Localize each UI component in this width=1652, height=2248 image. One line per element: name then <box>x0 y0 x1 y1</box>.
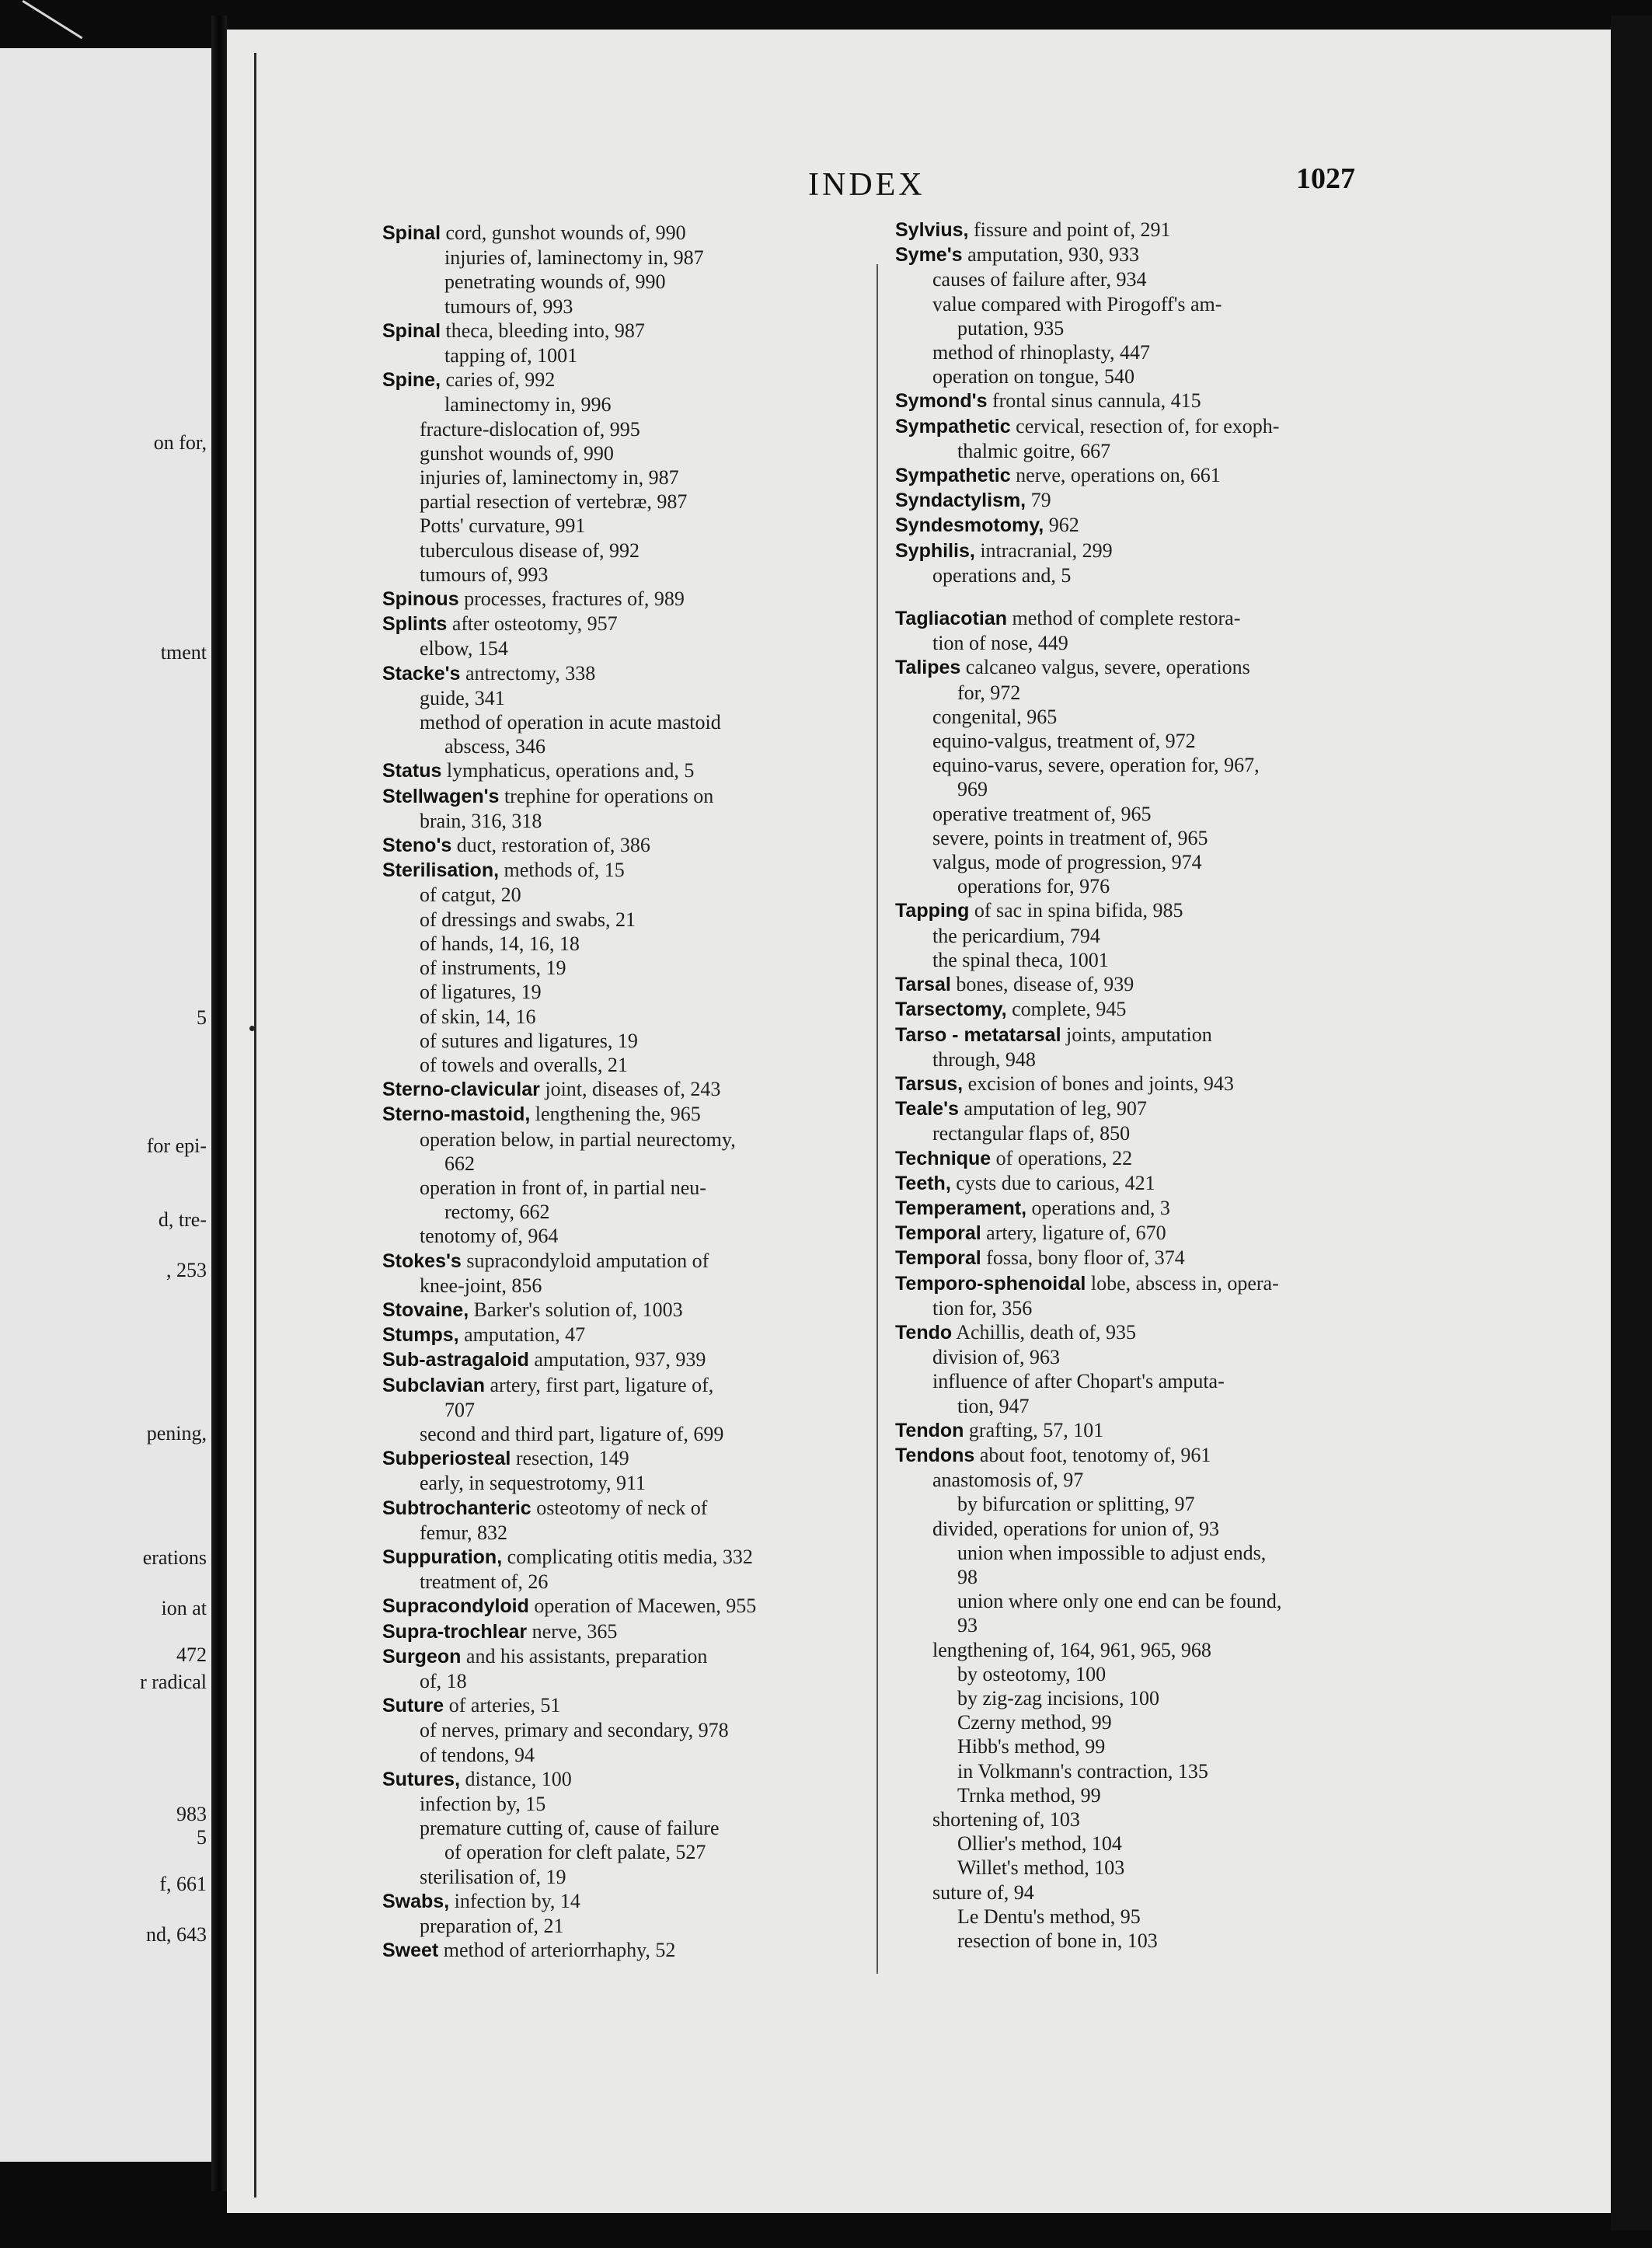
index-continuation: operations for, 976 <box>957 875 1110 898</box>
index-entry <box>895 488 1408 513</box>
index-subentry: equino-valgus, treatment of, 972 <box>932 730 1196 753</box>
section-gap <box>895 587 1408 606</box>
index-entry <box>895 1096 1408 1121</box>
index-entry-text: 962 <box>1044 514 1079 537</box>
index-entry-text: after osteotomy, 957 <box>447 612 618 636</box>
index-entry-text: lymphaticus, operations and, 5 <box>441 759 695 782</box>
index-subentry: infection by, 15 <box>420 1793 546 1815</box>
index-heading: Sub-astragaloid <box>382 1349 529 1371</box>
index-subentry: of ligatures, 19 <box>420 981 542 1004</box>
index-subentry: operative treatment of, 965 <box>932 802 1152 825</box>
index-entry <box>382 368 895 392</box>
index-continuation: by osteotomy, 100 <box>957 1662 1107 1685</box>
index-continuation: in Volkmann's contraction, 135 <box>957 1759 1208 1783</box>
index-entry-text: caries of, 992 <box>441 368 556 392</box>
index-entry <box>382 1938 895 1963</box>
index-continuation: 98 <box>957 1565 978 1588</box>
index-subentry: of catgut, 20 <box>420 884 521 907</box>
index-entry <box>895 606 1408 631</box>
index-heading: Tagliacotian <box>895 608 1008 630</box>
index-entry <box>895 1196 1408 1221</box>
book-gutter <box>211 16 227 2191</box>
index-entry <box>382 1619 895 1644</box>
index-heading: Teeth, <box>895 1172 951 1194</box>
index-continuation: rectomy, 662 <box>444 1201 550 1224</box>
index-subentry: early, in sequestrotomy, 911 <box>420 1472 646 1495</box>
index-subentry: injuries of, laminectomy in, 987 <box>420 466 679 490</box>
index-subentry: anastomosis of, 97 <box>932 1469 1084 1492</box>
index-subentry: tumours of, 993 <box>420 563 549 586</box>
index-entry-text: supracondyloid amputation of <box>461 1249 709 1272</box>
index-entry-text: amputation, 930, 933 <box>962 243 1140 267</box>
index-heading: Syndactylism, <box>895 490 1026 512</box>
index-heading: Stacke's <box>382 662 461 685</box>
index-continuation: 662 <box>444 1152 475 1175</box>
index-subentry: second and third part, ligature of, 699 <box>420 1422 724 1445</box>
index-subentry: guide, 341 <box>420 686 505 709</box>
index-entry <box>895 1246 1408 1270</box>
index-entry <box>382 1545 895 1570</box>
index-entry-text: amputation, 47 <box>458 1323 586 1347</box>
index-subentry: valgus, mode of progression, 974 <box>932 851 1202 874</box>
index-heading: Tapping <box>895 900 970 922</box>
index-entry-text: complete, 945 <box>1006 998 1127 1021</box>
index-subentry: causes of failure after, 934 <box>932 268 1147 291</box>
index-entry-text: nerve, 365 <box>527 1619 618 1643</box>
index-heading: Sympathetic <box>895 465 1011 487</box>
index-subentry: operation in front of, in partial neu- <box>420 1176 706 1199</box>
index-subentry: of skin, 14, 16 <box>420 1005 536 1028</box>
index-subentry: tuberculous disease of, 992 <box>420 538 640 562</box>
index-subentry: laminectomy in, 996 <box>444 393 612 416</box>
index-continuation: putation, 935 <box>957 316 1065 340</box>
index-subentry: operation on tongue, 540 <box>932 365 1134 389</box>
facing-page-text: 472 <box>176 1643 207 1666</box>
index-continuation: resection of bone in, 103 <box>957 1929 1158 1953</box>
index-entry-text: artery, ligature of, 670 <box>981 1222 1166 1245</box>
index-continuation: for, 972 <box>957 681 1021 704</box>
index-entry-text: cysts due to carious, 421 <box>950 1171 1155 1194</box>
facing-page-text: ion at <box>161 1597 207 1619</box>
index-heading: Temporal <box>895 1222 981 1245</box>
facing-page-text: f, 661 <box>159 1873 207 1895</box>
index-entry-text: joint, diseases of, 243 <box>539 1078 721 1101</box>
index-continuation: abscess, 346 <box>444 735 545 758</box>
index-continuation: of operation for cleft palate, 527 <box>444 1841 706 1864</box>
index-column-left <box>382 221 895 1963</box>
index-heading: Tarsus, <box>895 1072 964 1095</box>
index-entry-text: excision of bones and joints, 943 <box>963 1072 1234 1095</box>
index-entry-text: fossa, bony floor of, 374 <box>981 1246 1185 1270</box>
index-entry <box>895 655 1408 680</box>
index-entry <box>382 612 895 636</box>
index-heading: Tarsectomy, <box>895 999 1007 1021</box>
index-entry-text: theca, bleeding into, 987 <box>441 319 645 342</box>
index-continuation: Le Dentu's method, 95 <box>957 1905 1141 1928</box>
index-entry <box>382 858 895 883</box>
index-heading: Tendon <box>895 1419 964 1441</box>
index-entry <box>895 1146 1408 1171</box>
index-continuation: 93 <box>957 1614 978 1637</box>
index-entry-text: frontal sinus cannula, 415 <box>987 389 1201 413</box>
index-entry-text: trephine for operations on <box>499 784 714 807</box>
index-subentry: penetrating wounds of, 990 <box>444 270 666 294</box>
index-subentry: tion of nose, 449 <box>932 632 1068 655</box>
index-entry-text: amputation of leg, 907 <box>958 1097 1147 1121</box>
index-subentry: sterilisation of, 19 <box>420 1865 566 1888</box>
index-entry-text: fissure and point of, 291 <box>968 218 1171 241</box>
index-subentry: premature cutting of, cause of failure <box>420 1817 720 1840</box>
index-entry <box>895 1271 1408 1296</box>
index-column-right <box>895 218 1408 1953</box>
index-entry <box>895 1320 1408 1345</box>
index-entry-text: Achillis, death of, 935 <box>952 1320 1136 1344</box>
index-continuation: tion, 947 <box>957 1394 1030 1417</box>
index-entry <box>382 319 895 343</box>
index-subentry: operation below, in partial neurectomy, <box>420 1127 736 1151</box>
index-entry-text: operation of Macewen, 955 <box>528 1595 757 1618</box>
index-entry <box>382 1077 895 1102</box>
index-entry-text: of operations, 22 <box>991 1146 1133 1169</box>
facing-page-text: for epi- <box>146 1134 207 1157</box>
index-entry <box>382 587 895 612</box>
index-entry-text: intracranial, 299 <box>974 538 1113 562</box>
index-entry-text: artery, first part, ligature of, <box>485 1373 714 1396</box>
index-entry <box>895 1072 1408 1096</box>
index-heading: Tendo <box>895 1321 953 1344</box>
index-heading: Temporo-sphenoidal <box>895 1272 1086 1295</box>
index-entry <box>895 242 1408 267</box>
index-heading: Tarso - metatarsal <box>895 1023 1061 1046</box>
index-subentry: severe, points in treatment of, 965 <box>932 826 1208 849</box>
index-entry <box>895 1418 1408 1443</box>
index-entry <box>382 758 895 783</box>
index-entry <box>895 972 1408 997</box>
index-heading: Teale's <box>895 1098 959 1121</box>
index-heading: Technique <box>895 1147 992 1169</box>
facing-page-text: d, tre- <box>158 1208 207 1231</box>
facing-page-text: tment <box>160 641 207 664</box>
index-entry-text: osteotomy of neck of <box>531 1496 708 1519</box>
index-entry-text: duct, restoration of, 386 <box>451 834 650 857</box>
index-entry-text: processes, fractures of, 989 <box>458 587 685 611</box>
index-entry-text: antrectomy, 338 <box>460 661 596 685</box>
index-entry <box>382 1496 895 1521</box>
facing-page-text: r radical <box>140 1671 207 1693</box>
index-entry-text: nerve, operations on, 661 <box>1010 464 1221 487</box>
index-continuation: by bifurcation or splitting, 97 <box>957 1493 1195 1516</box>
index-entry <box>895 898 1408 923</box>
index-entry <box>382 1767 895 1792</box>
index-heading: Syndesmotomy, <box>895 514 1044 537</box>
index-subentry: of instruments, 19 <box>420 957 566 980</box>
index-entry <box>382 1693 895 1718</box>
index-continuation: Ollier's method, 104 <box>957 1832 1122 1856</box>
facing-page-text: 5 <box>197 1006 207 1029</box>
index-subentry: treatment of, 26 <box>420 1570 549 1594</box>
index-heading: Spinal <box>382 319 441 342</box>
index-subentry: of sutures and ligatures, 19 <box>420 1029 638 1052</box>
index-entry <box>382 221 895 246</box>
index-heading: Temperament, <box>895 1197 1027 1219</box>
index-subentry: of nerves, primary and secondary, 978 <box>420 1719 729 1742</box>
index-entry-text: joints, amputation <box>1061 1023 1212 1046</box>
index-heading: Steno's <box>382 835 452 857</box>
index-subentry: division of, 963 <box>932 1346 1060 1369</box>
index-entry-text: method of complete restora- <box>1007 607 1241 630</box>
index-heading: Spinous <box>382 588 459 611</box>
index-entry-text: of sac in spina bifida, 985 <box>969 899 1183 922</box>
index-subentry: lengthening of, 164, 961, 965, 968 <box>932 1638 1211 1661</box>
index-entry-text: about foot, tenotomy of, 961 <box>974 1443 1211 1466</box>
index-subentry: of towels and overalls, 21 <box>420 1053 628 1076</box>
index-subentry: the spinal theca, 1001 <box>932 948 1109 971</box>
index-entry <box>382 1323 895 1347</box>
index-subentry: fracture-dislocation of, 995 <box>420 417 640 441</box>
index-continuation: Czerny method, 99 <box>957 1711 1112 1734</box>
index-subentry: the pericardium, 794 <box>932 924 1100 947</box>
index-subentry: tumours of, 993 <box>444 295 573 318</box>
index-heading: Stovaine, <box>382 1298 469 1321</box>
index-subentry: of tendons, 94 <box>420 1743 535 1766</box>
index-subentry: tion for, 356 <box>932 1296 1033 1319</box>
index-subentry: of dressings and swabs, 21 <box>420 908 636 931</box>
index-heading: Spinal <box>382 222 441 244</box>
index-entry-text: Barker's solution of, 1003 <box>469 1298 683 1321</box>
index-entry <box>382 1347 895 1372</box>
scan-artifact-line <box>22 0 82 39</box>
facing-page-text: on for, <box>153 431 207 454</box>
page-number: 1027 <box>1296 162 1355 195</box>
index-entry <box>382 1373 895 1398</box>
index-entry-text: infection by, 14 <box>449 1889 580 1912</box>
index-heading: Splints <box>382 613 448 636</box>
index-subentry: congenital, 965 <box>932 705 1058 728</box>
index-subentry: partial resection of vertebræ, 987 <box>420 490 688 514</box>
index-subentry: method of operation in acute mastoid <box>420 711 721 734</box>
index-subentry: of hands, 14, 16, 18 <box>420 932 580 955</box>
index-entry <box>382 1446 895 1471</box>
index-entry <box>382 661 895 686</box>
index-entry <box>895 1221 1408 1246</box>
index-subentry: elbow, 154 <box>420 637 508 660</box>
index-entry <box>895 997 1408 1022</box>
index-heading: Tarsal <box>895 974 951 996</box>
index-heading: Supra-trochlear <box>382 1620 528 1643</box>
index-entry-text: grafting, 57, 101 <box>964 1418 1104 1441</box>
index-entry <box>895 1443 1408 1468</box>
index-entry-text: method of arteriorrhaphy, 52 <box>438 1939 676 1962</box>
index-subentry: rectangular flaps of, 850 <box>932 1122 1131 1145</box>
index-entry <box>895 389 1408 413</box>
index-subentry: femur, 832 <box>420 1521 508 1544</box>
index-heading: Sterno-clavicular <box>382 1079 540 1101</box>
index-heading: Temporal <box>895 1247 981 1270</box>
index-heading: Tendons <box>895 1444 975 1466</box>
index-subentry: divided, operations for union of, 93 <box>932 1517 1219 1540</box>
index-entry <box>382 833 895 858</box>
index-entry <box>895 538 1408 563</box>
index-entry <box>382 1249 895 1274</box>
index-subentry: through, 948 <box>932 1047 1036 1071</box>
index-entry <box>382 1644 895 1669</box>
index-entry <box>895 513 1408 538</box>
index-heading: Supracondyloid <box>382 1595 529 1618</box>
index-subentry: operations and, 5 <box>932 563 1072 587</box>
index-continuation: union where only one end can be found, <box>957 1590 1282 1613</box>
scan-speck <box>249 1026 255 1031</box>
index-subentry: of, 18 <box>420 1669 467 1692</box>
index-entry-text: complicating otitis media, 332 <box>502 1545 753 1568</box>
index-entry-text: amputation, 937, 939 <box>528 1348 706 1371</box>
index-entry <box>382 1102 895 1127</box>
index-continuation: union when impossible to adjust ends, <box>957 1541 1267 1564</box>
index-entry-text: of arteries, 51 <box>444 1694 561 1717</box>
page-title: INDEX <box>808 167 925 203</box>
index-heading: Sweet <box>382 1940 439 1962</box>
index-continuation: Trnka method, 99 <box>957 1783 1101 1807</box>
index-entry <box>382 1594 895 1619</box>
index-continuation: thalmic goitre, 667 <box>957 439 1111 462</box>
index-heading: Suture <box>382 1695 444 1717</box>
facing-page-text: nd, 643 <box>146 1923 207 1946</box>
index-continuation: Willet's method, 103 <box>957 1856 1125 1880</box>
index-continuation: 969 <box>957 778 988 801</box>
index-heading: Sylvius, <box>895 219 969 241</box>
index-entry <box>382 1298 895 1323</box>
index-entry-text: lobe, abscess in, opera- <box>1086 1271 1279 1295</box>
index-subentry: influence of after Chopart's amputa- <box>932 1370 1225 1393</box>
index-entry-text: distance, 100 <box>460 1767 572 1790</box>
index-entry-text: bones, disease of, 939 <box>950 973 1134 996</box>
index-heading: Symond's <box>895 390 988 413</box>
index-subentry: preparation of, 21 <box>420 1915 564 1938</box>
index-heading: Subclavian <box>382 1374 485 1396</box>
facing-page-text: erations <box>142 1546 207 1569</box>
facing-page-text: 5 <box>197 1826 207 1849</box>
index-entry <box>895 218 1408 242</box>
index-heading: Sterno-mastoid, <box>382 1103 531 1126</box>
index-heading: Swabs, <box>382 1890 450 1912</box>
index-continuation: Hibb's method, 99 <box>957 1735 1106 1758</box>
index-subentry: equino-varus, severe, operation for, 967, <box>932 754 1260 777</box>
index-subentry: value compared with Pirogoff's am- <box>932 292 1222 315</box>
index-heading: Syphilis, <box>895 539 975 562</box>
index-entry-text: and his assistants, preparation <box>461 1644 708 1668</box>
facing-page-text: , 253 <box>166 1259 207 1281</box>
index-subentry: Potts' curvature, 991 <box>420 514 586 538</box>
index-heading: Sutures, <box>382 1768 461 1790</box>
index-heading: Spine, <box>382 369 441 392</box>
facing-page-text: pening, <box>146 1422 207 1445</box>
index-heading: Suppuration, <box>382 1546 503 1568</box>
index-entry <box>895 1023 1408 1047</box>
index-heading: Stokes's <box>382 1249 462 1272</box>
index-entry-text: cervical, resection of, for exoph- <box>1010 414 1280 437</box>
index-heading: Status <box>382 760 442 782</box>
index-entry <box>382 784 895 809</box>
index-entry-text: resection, 149 <box>511 1447 629 1470</box>
index-heading: Surgeon <box>382 1645 462 1668</box>
index-heading: Stellwagen's <box>382 785 500 807</box>
index-entry <box>895 414 1408 439</box>
index-subentry: tapping of, 1001 <box>444 344 578 368</box>
index-entry <box>895 463 1408 488</box>
facing-page-text: 983 <box>176 1803 207 1825</box>
index-heading: Sterilisation, <box>382 859 500 882</box>
index-subentry: method of rhinoplasty, 447 <box>932 341 1150 364</box>
index-heading: Talipes <box>895 657 961 679</box>
index-heading: Subperiosteal <box>382 1448 511 1470</box>
page-margin-rule <box>254 53 256 2197</box>
index-subentry: suture of, 94 <box>932 1880 1034 1904</box>
index-subentry: shortening of, 103 <box>932 1808 1080 1831</box>
index-subentry: injuries of, laminectomy in, 987 <box>444 246 704 270</box>
index-entry <box>382 1889 895 1914</box>
index-entry-text: methods of, 15 <box>499 859 625 882</box>
index-continuation: by zig-zag incisions, 100 <box>957 1686 1159 1710</box>
index-subentry: gunshot wounds of, 990 <box>420 441 614 465</box>
index-heading: Subtrochanteric <box>382 1497 531 1519</box>
index-heading: Sympathetic <box>895 415 1011 437</box>
index-entry-text: operations and, 3 <box>1026 1196 1170 1219</box>
index-entry-text: cord, gunshot wounds of, 990 <box>441 221 686 244</box>
left-page-fragment <box>0 48 211 2162</box>
index-heading: Stumps, <box>382 1324 459 1347</box>
index-entry-text: 79 <box>1026 489 1051 512</box>
index-entry-text: lengthening the, 965 <box>530 1103 701 1126</box>
index-entry <box>895 1171 1408 1196</box>
index-subentry: tenotomy of, 964 <box>420 1225 559 1248</box>
scan-border <box>1611 16 1652 2230</box>
index-continuation: 707 <box>444 1398 475 1421</box>
index-subentry: brain, 316, 318 <box>420 809 542 832</box>
index-heading: Syme's <box>895 244 963 267</box>
index-entry-text: calcaneo valgus, severe, operations <box>960 656 1250 679</box>
index-subentry: knee-joint, 856 <box>420 1274 542 1297</box>
